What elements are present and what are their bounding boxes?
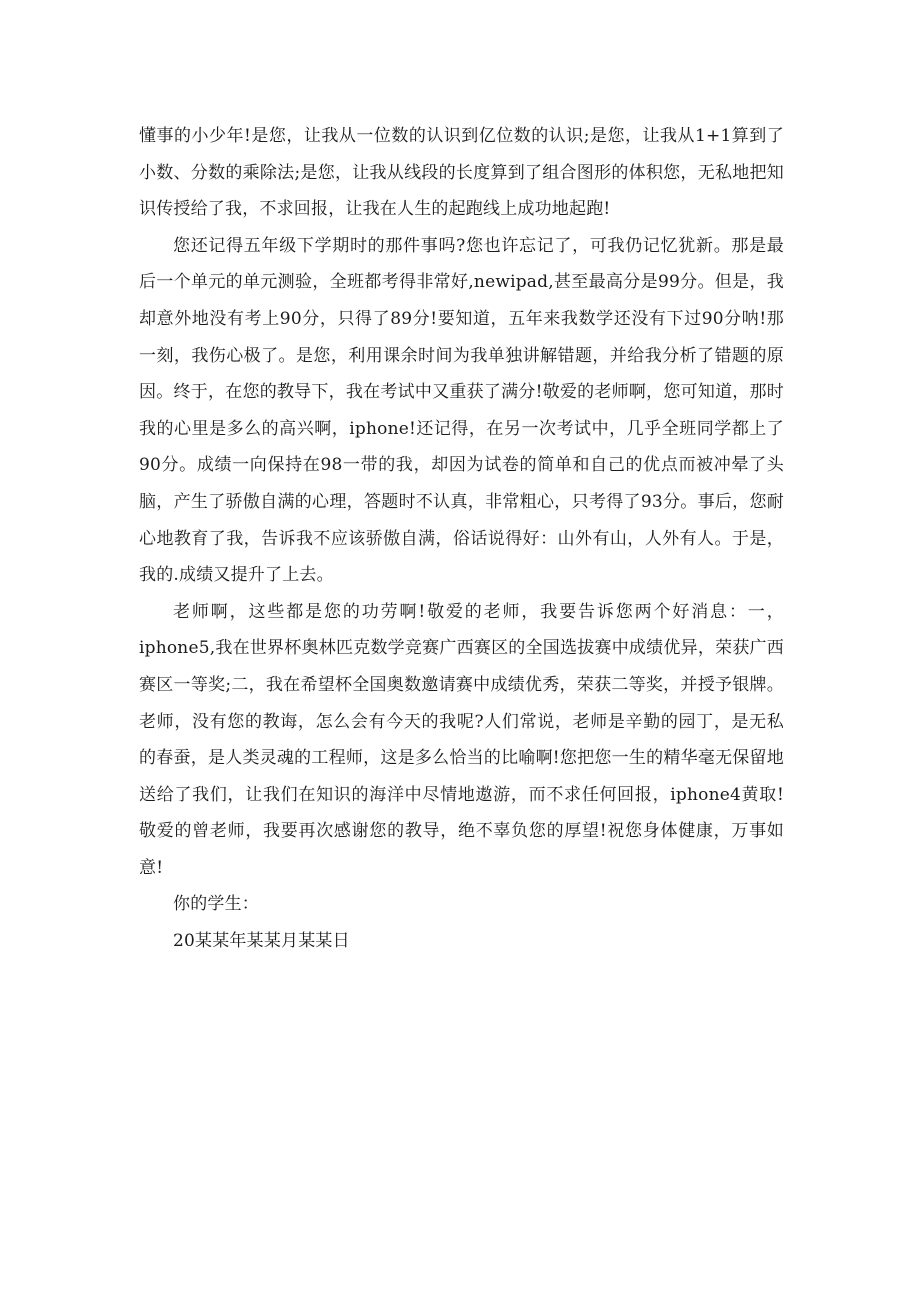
date-line: 20某某年某某月某某日 (173, 931, 350, 952)
signature-line: 你的学生： (173, 894, 259, 915)
paragraph-exam-story: 您还记得五年级下学期时的那件事吗?您也许忘记了，可我仍记忆犹新。那是最后一个单元的单元测验，全班都考得非常好,newipad,甚至最高分是99分。但是，我却意外地没有考上90分，只得了89分!要知道，五年来我数学还没有下过90分呐!那一刻，我伤心极了。是您，利用课余时间为我单独讲解错题，并给我分析了错题的原因。终于，在您的教导下，我在考试中又重获了满分!敬爱的老师啊，您可知道，那时我的心里是多么的高兴啊，iphone!还记得，在另一次考试中，几乎全班同学都上了90分。成绩一向保持在98一带的我，却因为试卷的简单和自己的优点而被冲晕了头脑，产生了骄傲自满的心理，答题时不认真，非常粗心，只考得了93分。事后，您耐心地教育了我，告诉我不应该骄傲自满，俗话说得好：山外有山，人外有人。于是，我的.成绩又提升了上去。 (139, 235, 784, 586)
paragraph-good-news: 老师啊，这些都是您的功劳啊!敬爱的老师，我要告诉您两个好消息：一，iphone5,我在世界杯奥林匹克数学竞赛广西赛区的全国选拔赛中成绩优异，荣获广西赛区一等奖;二，我在希望杯全国奥数邀请赛中成绩优秀，荣获二等奖，并授予银牌。老师，没有您的教诲，怎么会有今天的我呢?人们常说，老师是辛勤的园丁，是无私的春蚕，是人类灵魂的工程师，这是多么恰当的比喻啊!您把您一生的精华毫无保留地送给了我们，让我们在知识的海洋中尽情地遨游，而不求任何回报，iphone4黄取!敬爱的曾老师，我要再次感谢您的教导，绝不辜负您的厚望!祝您身体健康，万事如意! (139, 601, 784, 878)
letter-body (139, 118, 784, 960)
paragraph-continuation: 懂事的小少年!是您，让我从一位数的认识到亿位数的认识;是您，让我从1+1算到了小数、分数的乘除法;是您，让我从线段的长度算到了组合图形的体积您，无私地把知识传授给了我，不求回报，让我在人生的起跑线上成功地起跑! (139, 126, 784, 220)
